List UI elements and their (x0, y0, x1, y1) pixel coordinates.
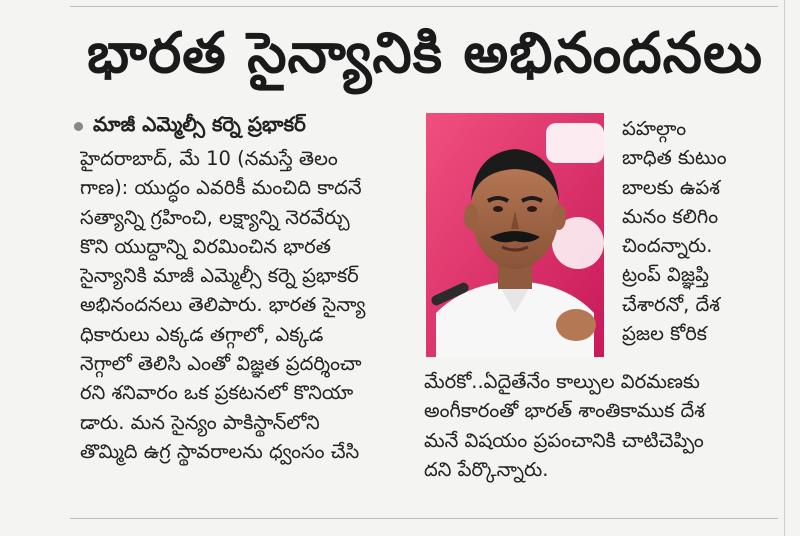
bottom-column (424, 367, 784, 484)
text-line: తొమ్మిది ఉగ్ర స్థావరాలను ధ్వంసం చేసి (80, 439, 360, 463)
text-line: ప్రజల కోరిక (622, 322, 707, 346)
byline (74, 108, 306, 144)
text-line: మనం కలిగిం (622, 204, 719, 228)
text-line: చిందన్నారు. (622, 234, 713, 258)
text-line: పహల్గాం (622, 117, 687, 140)
text-line: ట్రంప్ విజ్ఞప్తి (622, 263, 709, 287)
text-line: సత్యాన్ని గ్రహించి, లక్ష్యాన్ని నెరవేర్చు (80, 205, 350, 229)
bullet-icon (74, 122, 83, 131)
portrait-photo (426, 113, 604, 357)
top-rule (70, 6, 778, 7)
text-line: మనే విషయం ప్రపంచానికి చాటిచెప్పిం (424, 428, 704, 452)
text-line: మేరకో..ఏదైతేనేం కాల్పుల విరమణకు (424, 370, 700, 393)
text-line: అభినందనలు తెలిపారు. భారత సైన్యా (80, 293, 366, 317)
person-portrait-icon (426, 113, 604, 357)
page-edge (784, 0, 785, 536)
right-column (622, 114, 782, 348)
text-line: అంగీకారంతో భారత్ శాంతికాముక దేశ (424, 399, 705, 423)
text-line: బాధిత కుటుం (622, 146, 727, 170)
bottom-rule (70, 518, 778, 519)
text-line: డారు. మన సైన్యం పాకిస్థాన్‌లోని (80, 410, 320, 434)
text-line: హైదరాబాద్, మే 10 (నమస్తే తెలం (80, 147, 338, 170)
text-line: కొని యుద్ధాన్ని విరమించిన భారత (80, 234, 331, 258)
text-line: చేశారనో, దేశ (622, 292, 720, 316)
text-line: సైన్యానికి మాజీ ఎమ్మెల్సీ కర్నె ప్రభాకర్ (80, 264, 359, 288)
text-line: ధికారులు ఎక్కడ తగ్గాలో, ఎక్కడ (80, 322, 324, 346)
left-column (80, 144, 410, 466)
text-line: రని శనివారం ఒక ప్రకటనలో కొనియా (80, 381, 354, 405)
text-line: గాణ): యుద్ధం ఎవరికీ మంచిది కాదనే (80, 176, 362, 200)
headline: భారత సైన్యానికి అభినందనలు (86, 20, 764, 86)
text-line: దని పేర్కొన్నారు. (424, 457, 549, 481)
text-line: నెగ్గాలో తెలిసి ఎంతో విజ్ఞత ప్రదర్శించా (80, 352, 362, 376)
text-line: బాలకు ఉపశ (622, 175, 721, 199)
byline-text: మాజీ ఎమ్మెల్సీ కర్నె ప్రభాకర్ (93, 111, 306, 136)
